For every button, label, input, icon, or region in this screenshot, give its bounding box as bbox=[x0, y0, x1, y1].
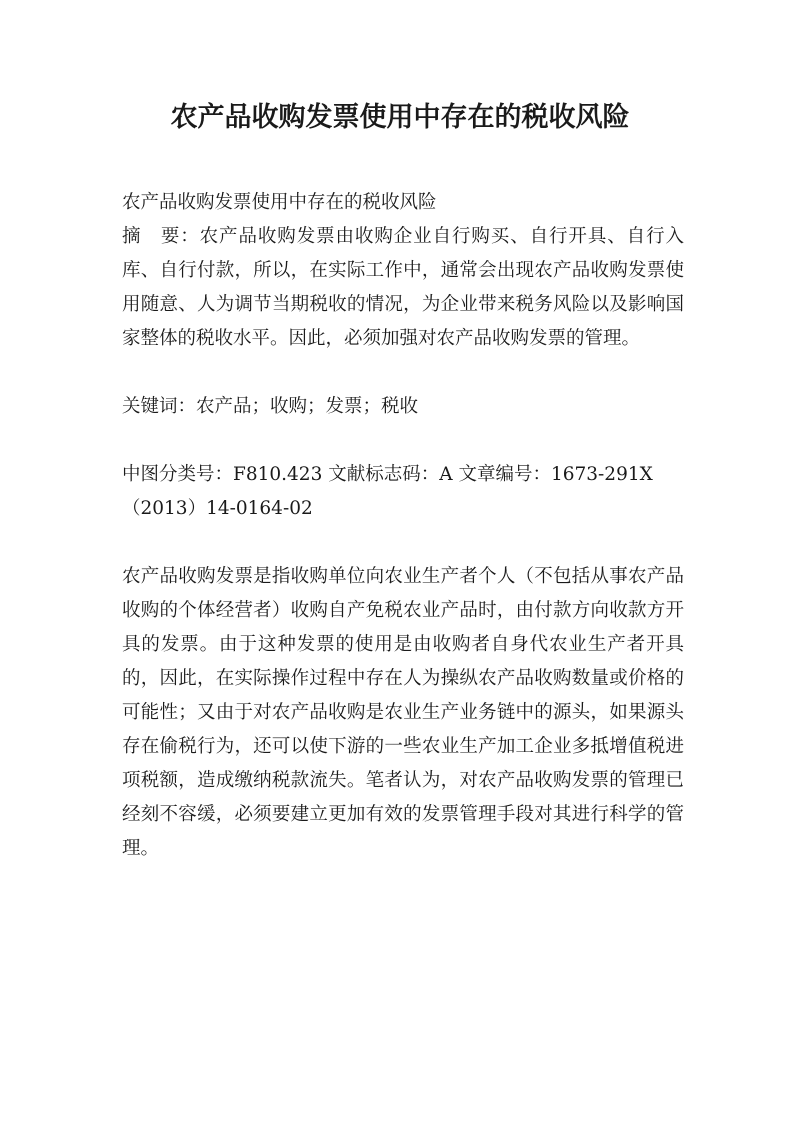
classification-line: 中图分类号：F810.423 文献标志码：A 文章编号：1673-291X bbox=[122, 464, 653, 485]
spacer bbox=[122, 526, 684, 560]
spacer bbox=[122, 356, 684, 390]
abstract-paragraph: 摘 要：农产品收购发票由收购企业自行购买、自行开具、自行入库、自行付款，所以，在实际工作中，通常会出现农产品收购发票使用随意、人为调节当期税收的情况，为企业带来税务风险以及影响国家整体的税收水平。因此，必须加强对农产品收购发票的管理。 bbox=[122, 226, 684, 349]
body-paragraph: 农产品收购发票是指收购单位向农业生产者个人（不包括从事农产品收购的个体经营者）收购自产免税农业产品时，由付款方向收款方开具的发票。由于这种发票的使用是由收购者自身代农业生产者开具的，因此，在实际操作过程中存在人为操纵农产品收购数量或价格的可能性；又由于对农产品收购是农业生产业务链中的源头，如果源头存在偷税行为，还可以使下游的一些农业生产加工企业多抵增值税进项税额，造成缴纳税款流失。笔者认为，对农产品收购发票的管理已经刻不容缓，必须要建立更加有效的发票管理手段对其进行科学的管理。 bbox=[122, 566, 684, 859]
spacer bbox=[122, 424, 684, 458]
document-title: 农产品收购发票使用中存在的税收风险 bbox=[170, 102, 630, 133]
subtitle-line: 农产品收购发票使用中存在的税收风险 bbox=[122, 192, 437, 213]
keywords-line: 关键词：农产品；收购；发票；税收 bbox=[122, 396, 419, 417]
classification-line-cont: （2013）14-0164-02 bbox=[122, 498, 313, 519]
document-body bbox=[122, 186, 684, 866]
